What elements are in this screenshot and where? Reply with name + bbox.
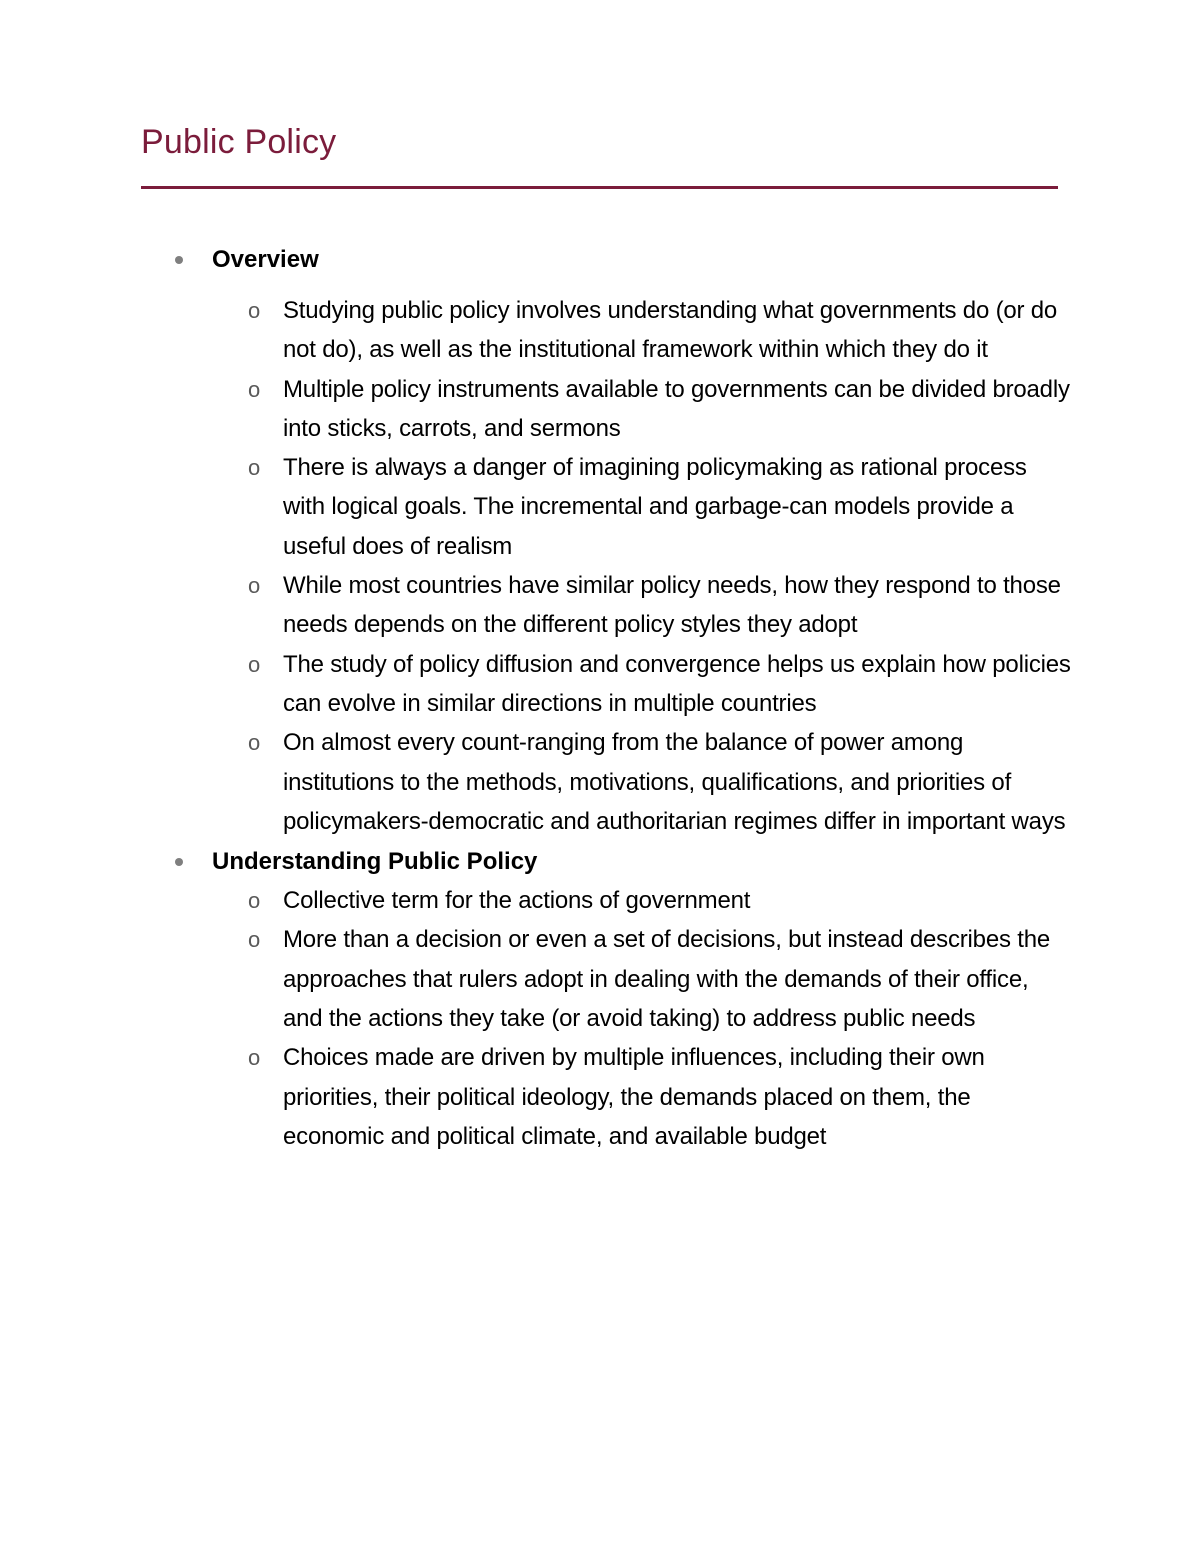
page-title: Public Policy (141, 123, 337, 161)
circle-bullet-icon: o (248, 455, 261, 481)
list-item (0, 291, 1073, 370)
list-item-text: The study of policy diffusion and convergence helps us explain how policies can evolve in similar directions in multiple countries (283, 650, 1071, 717)
circle-bullet-icon: o (248, 298, 261, 323)
list-item (0, 920, 1073, 1038)
overview-list (0, 291, 1200, 841)
list-item-text: More than a decision or even a set of decisions, but instead describes the approaches that rulers adopt in dealing with the demands of their office, and the actions they take (or avoid taking) to address public needs (283, 926, 1050, 1033)
section-heading-row (0, 841, 1200, 881)
list-item (0, 1038, 1073, 1156)
circle-bullet-icon: o (248, 651, 261, 677)
list-item-text: Collective term for the actions of government (283, 887, 751, 915)
title-divider (141, 186, 1058, 189)
section-heading-row (0, 239, 1200, 279)
list-item-text: There is always a danger of imagining policymaking as rational process with logical goals. The incremental and garbage-can models provide a useful does of realism (283, 454, 1027, 560)
list-item-text: While most countries have similar policy needs, how they respond to those needs depends on the different policy styles they adopt (283, 572, 1061, 639)
section-understanding-public-policy (0, 841, 1200, 1156)
circle-bullet-icon: o (248, 376, 261, 402)
list-item (0, 370, 1073, 449)
list-item-text: Multiple policy instruments available to governments can be divided broadly into sticks, carrots, and sermons (283, 375, 1070, 442)
section-overview (0, 239, 1200, 841)
list-item (0, 566, 1073, 645)
circle-bullet-icon: o (248, 927, 261, 953)
list-item (0, 645, 1073, 724)
bullet-dot-icon (175, 858, 183, 866)
list-item-text: Choices made are driven by multiple influences, including their own priorities, their political ideology, the demands placed on them, the economic and political climate, and available budget (283, 1044, 985, 1150)
circle-bullet-icon: o (248, 888, 261, 914)
list-item-text: Studying public policy involves understanding what governments do (or do not do), as well as the institutional framework within which they do it (283, 297, 1058, 364)
circle-bullet-icon: o (248, 1045, 261, 1071)
document-body (0, 239, 1200, 1156)
circle-bullet-icon: o (248, 573, 261, 599)
list-item (0, 881, 1073, 920)
list-item (0, 448, 1073, 566)
section-heading: Overview (212, 246, 319, 273)
list-item-text: On almost every count-ranging from the balance of power among institutions to the methods, motivations, qualifications, and priorities of policymakers-democratic and authoritarian regimes differ in important ways (283, 729, 1066, 835)
list-item (0, 723, 1073, 841)
circle-bullet-icon: o (248, 730, 261, 756)
section-heading: Understanding Public Policy (212, 848, 538, 876)
understanding-list (0, 881, 1200, 1156)
bullet-dot-icon (175, 256, 183, 264)
